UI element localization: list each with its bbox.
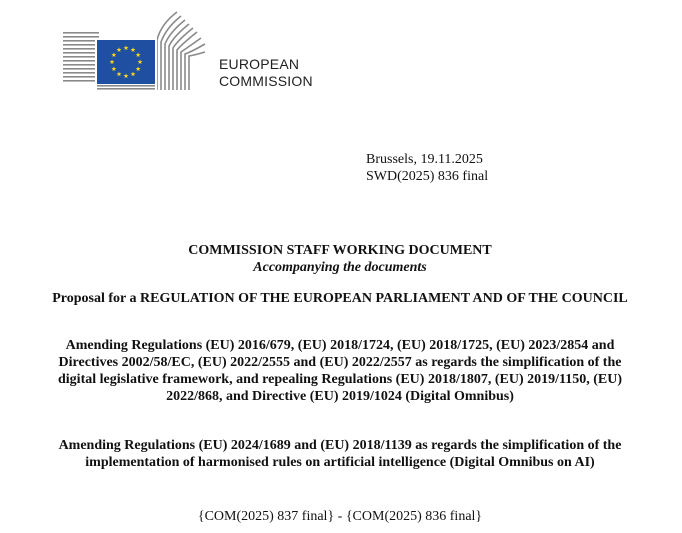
document-subtitle: Accompanying the documents [253,260,427,275]
document-reference: SWD(2025) 836 final [366,169,489,184]
org-name-line-2: COMMISSION [219,73,313,89]
amendment-paragraph-2: Amending Regulations (EU) 2024/1689 and (EU) 2018/1139 as regards the simplification of the implementation of harmonised rules on artificial intelligence (Digital Omnibus on AI) [58,438,622,470]
european-commission-logo [57,10,207,92]
org-name-line-1: EUROPEAN [219,56,300,72]
amendment-paragraph-1: Amending Regulations (EU) 2016/679, (EU) 2018/1724, (EU) 2018/1725, (EU) 2023/2854 and Directives 2002/58/EC, (EU) 2022/2555 and (EU) 2022/2557 as regards the simplification of the digital legislative framework, and repealing Regulations (EU) 2018/1807, (EU) 2019/1150, (EU) 2022/868, and Directive (EU) 2019/1024 (Digital Omnibus) [58,338,622,404]
building-lines [63,32,99,82]
com-references: {COM(2025) 837 final} - {COM(2025) 836 final} [197,509,483,524]
document-type: COMMISSION STAFF WORKING DOCUMENT [188,243,492,258]
document-date: Brussels, 19.11.2025 [366,152,483,167]
building-right-wing [157,12,205,90]
proposal-title: Proposal for a REGULATION OF THE EUROPEAN PARLIAMENT AND OF THE COUNCIL [52,291,628,306]
